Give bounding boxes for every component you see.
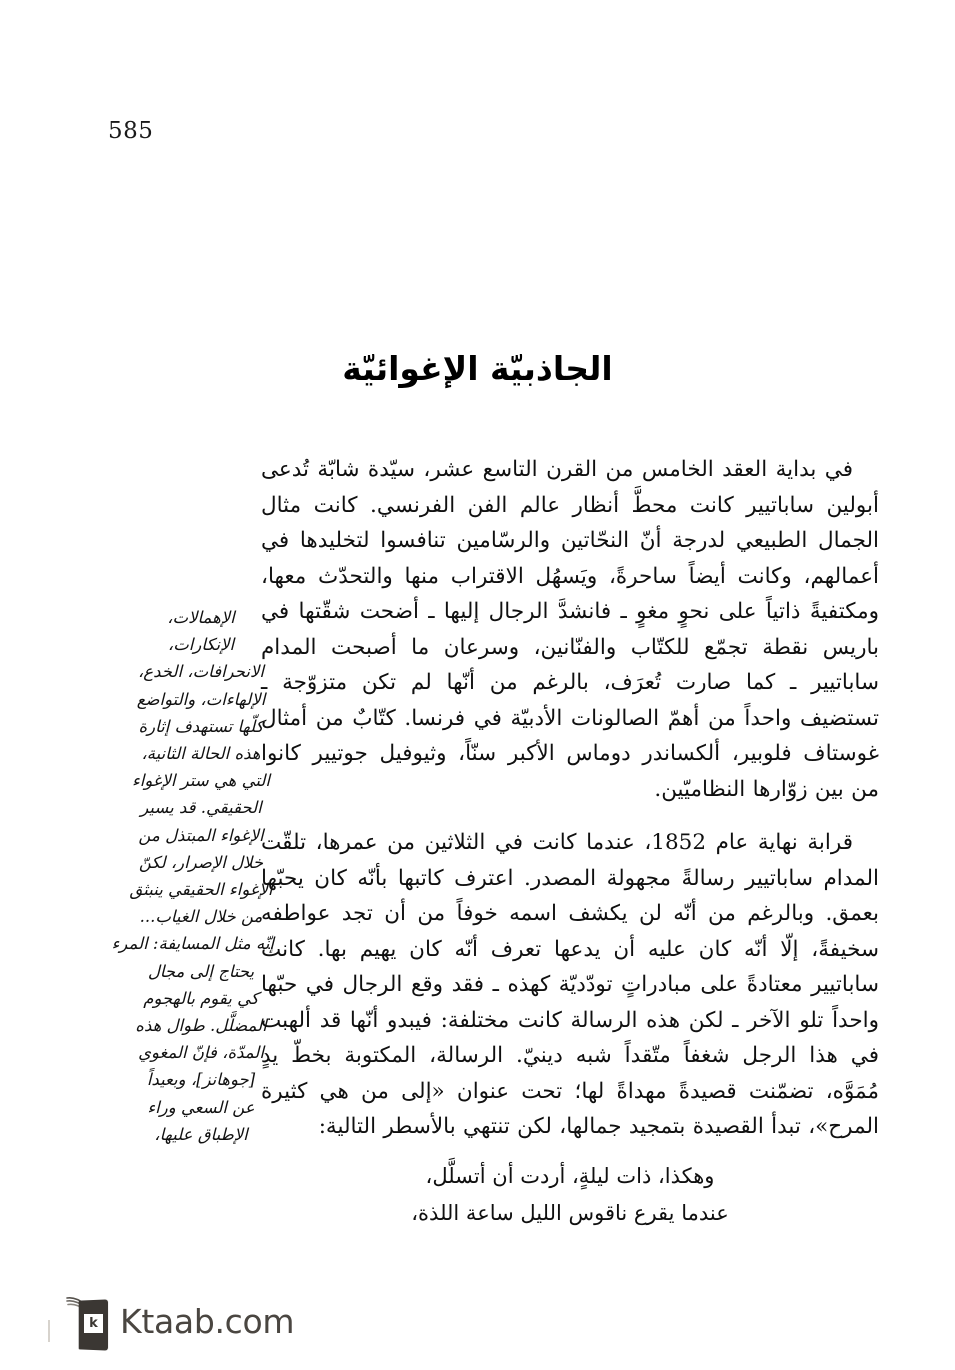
margin-note-line: الإهمالات، [167, 608, 235, 627]
margin-note-line: [جوهانز]، وبعيداً [146, 1070, 256, 1090]
watermark-brand-text: Ktaab.com [120, 1301, 295, 1341]
body-paragraph: في بداية العقد الخامس من القرن التاسع عشر، سيّدة شابّة تُدعى أبولين ساباتيير كانت محطَّ أنظار عالم الفن الفرنسي. كانت مثال الجمال الطبيعي لدرجة أنّ النحّاتين والرسّامين تنافسوا لتخليدها في أعمالهم، وكانت أيضاً ساحرةً، ويَسهُل الاقتراب منها والتحدّث معها، ومكتفيةً ذاتياً على نحوٍ مغوٍ ـ فانشدَّ الرجال إليها ـ أضحت شقّتها في باريس نقطة تجمّع للكتّاب والفنّانين، وسرعان ما أصبحت المدام ساباتيير ـ كما صارت تُعرَف، بالرغم من أنّها لم تكن متزوّجة ـ تستضيف واحداً من أهمّ الصالونات الأدبيّة في فرنسا. كتّابٌ من أمثال غوستاف فلوبير، ألكساندر دوماس الأكبر سنّاً، وثيوفيل جوتيير كانوا من بين زوّارها النظاميّين. [261, 457, 879, 802]
body-text-column [261, 452, 879, 1151]
margin-note-line: كي يقوم بالهجوم [143, 988, 259, 1008]
margin-note-line: الإغواء الحقيقي ينبثق [129, 880, 273, 900]
margin-note-line: التي هي ستر الإغواء [132, 771, 270, 791]
verse-line: عندما يقرع ناقوس الليل ساعة اللذة، [411, 1201, 729, 1225]
margin-note-line: هذه الحالة الثانية، [141, 744, 261, 764]
ktaab-watermark [66, 1292, 294, 1350]
verse-quote-block [261, 1158, 879, 1232]
margin-note-line: المضلَّل. طوال هذه [135, 1016, 267, 1036]
open-book-icon [66, 1292, 112, 1350]
margin-note-line: الحقيقي. قد يسير [140, 798, 262, 818]
margin-note-line: من خلال الغياب... [139, 907, 263, 927]
logo-letter-k: k [84, 1314, 103, 1333]
margin-note-line: الانحرافات، الخدع، [137, 662, 265, 682]
margin-note-line: الإنكارات، [167, 635, 235, 655]
margin-note-line: الإغواء المبتذل من [138, 825, 264, 845]
margin-note [111, 604, 274, 1148]
margin-note-line: يحتاج إلى مجال [147, 961, 255, 981]
margin-note-line: خلال الإصرار، لكنّ [138, 852, 264, 872]
margin-note-line: عن السعي وراء [147, 1097, 255, 1117]
margin-note-line: كلّها تستهدف إثارة [138, 716, 264, 736]
margin-note-line: المدّة، فإنّ المغوي [138, 1043, 264, 1063]
page-number: 585 [108, 118, 154, 144]
margin-note-line: إنّه مثل المسايفة: المرء [111, 934, 274, 954]
chapter-title: الجاذبيّة الإغوائيّة [342, 349, 613, 389]
margin-note-line: الإلهاءات، والتواضع [136, 689, 266, 709]
verse-line: وهكذا، ذات ليلةٍ، أردت أن أتسلَّل، [425, 1164, 715, 1188]
scan-edge-artifact [48, 1320, 50, 1342]
body-paragraph: قرابة نهاية عام 1852، عندما كانت في الثلاثين من عمرها، تلقّت المدام ساباتيير رسالةً مجهولة المصدر. اعترف كاتبها بأنّه كان يحبّها بعمق. وبالرغم من أنّه لن يكشف اسمه خوفاً من أن تجد عواطفه سخيفةً، إلّا أنّه كان عليه أن يدعها تعرف أنّه كان يهيم بها. كانت ساباتيير معتادةً على مبادراتٍ تودّديّة كهذه ـ فقد وقع الرجال في حبّها واحداً تلو الآخر ـ لكن هذه الرسالة كانت مختلفة: فيبدو أنّها قد ألهبت في هذا الرجل شغفاً متّقداً شبه دينيّ. الرسالة، المكتوبة بخطّ يدٍ مُمَوَّه، تضمّنت قصيدةً مهداةً لها؛ تحت عنوان «إلى من هي كثيرة المرح»، تبدأ القصيدة بتمجيد جمالها، لكن تنتهي بالأسطر التالية: [261, 830, 879, 1139]
margin-note-line: الإطباق عليها، [154, 1124, 248, 1144]
